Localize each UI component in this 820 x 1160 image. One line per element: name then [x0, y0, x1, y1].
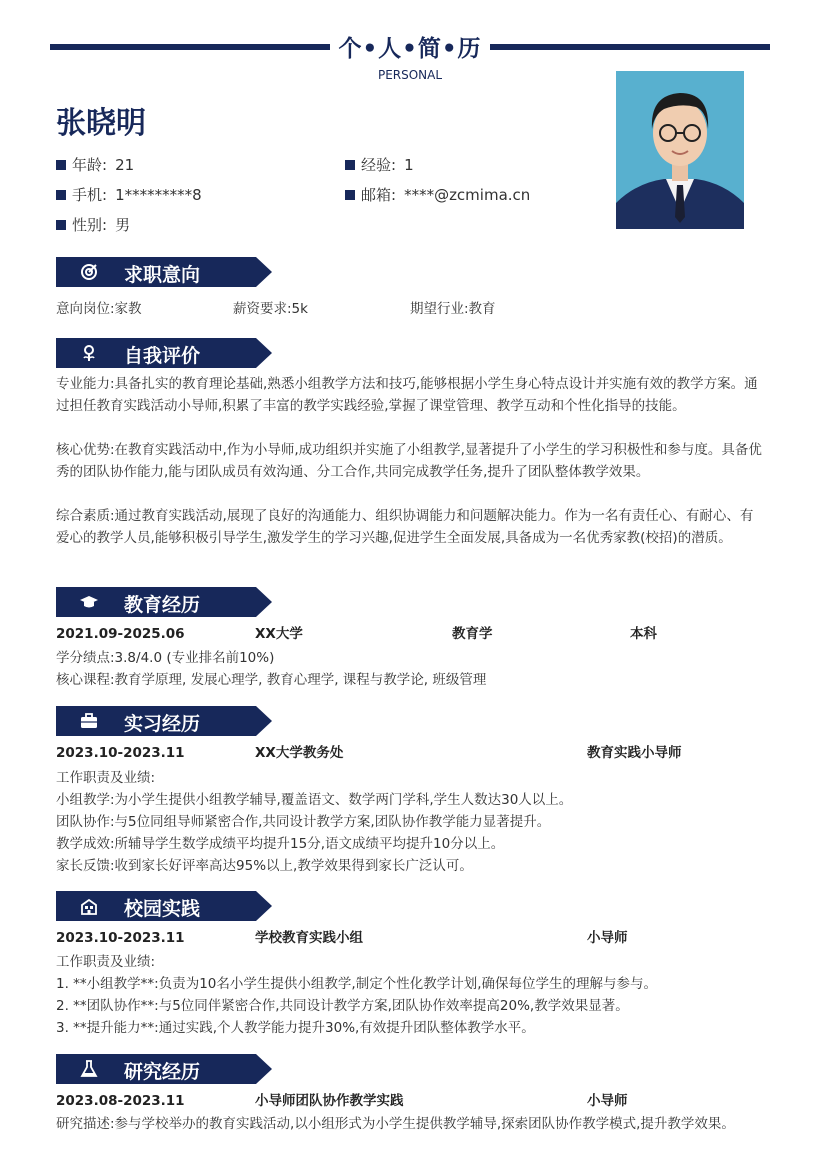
info-phone — [56, 184, 202, 205]
intern-line: 团队协作:与5位同组导师紧密合作,共同设计教学方案,团队协作教学能力显著提升。 — [56, 814, 551, 830]
intent-salary: 薪资要求:5k — [233, 301, 308, 317]
campus-line: 1. **小组教学**:负责为10名小学生提供小组教学,制定个性化教学计划,确保每位学生的理解与参与。 — [56, 976, 657, 992]
bullet-square-icon — [345, 160, 355, 170]
gender-value: 男 — [115, 216, 131, 234]
phone-value: 1*********8 — [115, 185, 202, 204]
graduation-cap-icon — [80, 593, 98, 611]
profile-photo — [616, 71, 744, 229]
section-header-education — [56, 587, 272, 617]
edu-gpa: 学分绩点:3.8/4.0 (专业排名前10%) — [56, 650, 275, 666]
building-icon — [80, 897, 98, 915]
intern-role: 教育实践小导师 — [587, 745, 682, 761]
section-title: 研究经历 — [124, 1061, 201, 1083]
resume-subtitle: PERSONAL — [377, 68, 443, 82]
bullet-square-icon — [56, 160, 66, 170]
info-experience — [345, 154, 414, 175]
intent-position: 意向岗位:家教 — [56, 301, 142, 317]
edu-date: 2021.09-2025.06 — [56, 626, 185, 642]
section-title: 自我评价 — [124, 345, 201, 367]
campus-date: 2023.10-2023.11 — [56, 930, 185, 946]
self-eval-overall: 综合素质:通过教育实践活动,展现了良好的沟通能力、组织协调能力和问题解决能力。作为一名有责任心、有耐心、有爱心的教学人员,能够积极引导学生,激发学生的学习兴趣,促进学生全面发展,具备成为一名优秀家教(校招)的潜质。 — [56, 508, 754, 546]
email-label: 邮箱: — [361, 186, 397, 204]
intern-line: 工作职责及业绩: — [56, 770, 156, 786]
research-date: 2023.08-2023.11 — [56, 1093, 185, 1109]
section-title: 求职意向 — [124, 264, 201, 286]
target-icon — [80, 263, 98, 281]
info-email — [345, 184, 530, 205]
exp-label: 经验: — [361, 156, 397, 174]
intern-line: 小组教学:为小学生提供小组教学辅导,覆盖语文、数学两门学科,学生人数达30人以上。 — [56, 792, 573, 808]
section-header-campus — [56, 891, 272, 921]
phone-label: 手机: — [72, 186, 108, 204]
edu-school: XX大学 — [255, 626, 303, 642]
resume-title: 个•人•简•历 — [338, 36, 482, 62]
briefcase-icon — [80, 712, 98, 730]
flower-icon — [80, 344, 98, 362]
intern-line: 家长反馈:收到家长好评率高达95%以上,教学效果得到家长广泛认可。 — [56, 858, 473, 874]
edu-major: 教育学 — [452, 626, 493, 642]
self-eval-professional: 专业能力:具备扎实的教育理论基础,熟悉小组教学方法和技巧,能够根据小学生身心特点设计并实施有效的教学方案。通过担任教育实践活动小导师,积累了丰富的教学实践经验,掌握了课堂管理、教学互动和个性化指导的技能。 — [56, 376, 758, 414]
flask-icon — [80, 1060, 98, 1078]
bullet-square-icon — [345, 190, 355, 200]
research-org: 小导师团队协作教学实践 — [255, 1093, 404, 1109]
section-title: 实习经历 — [124, 713, 201, 735]
research-role: 小导师 — [587, 1093, 628, 1109]
self-eval-core: 核心优势:在教育实践活动中,作为小导师,成功组织并实施了小组教学,显著提升了小学生的学习积极性和参与度。具备优秀的团队协作能力,能与团队成员有效沟通、分工合作,共同完成教学任务,提升了团队整体教学效果。 — [56, 442, 762, 480]
campus-org: 学校教育实践小组 — [255, 930, 363, 946]
section-title: 校园实践 — [124, 898, 201, 920]
bullet-square-icon — [56, 190, 66, 200]
info-gender — [56, 214, 130, 235]
campus-role: 小导师 — [587, 930, 628, 946]
header-rule-right — [490, 44, 770, 50]
campus-line: 工作职责及业绩: — [56, 954, 156, 970]
campus-line: 3. **提升能力**:通过实践,个人教学能力提升30%,有效提升团队整体教学水平。 — [56, 1020, 535, 1036]
edu-courses: 核心课程:教育学原理, 发展心理学, 教育心理学, 课程与教学论, 班级管理 — [56, 672, 487, 688]
email-value: ****@zcmima.cn — [404, 185, 531, 204]
exp-value: 1 — [404, 155, 414, 174]
info-age — [56, 154, 134, 175]
edu-degree: 本科 — [630, 626, 657, 642]
gender-label: 性别: — [72, 216, 108, 234]
intern-line: 教学成效:所辅导学生数学成绩平均提升15分,语文成绩平均提升10分以上。 — [56, 836, 505, 852]
age-value: 21 — [115, 155, 135, 174]
candidate-name: 张晓明 — [56, 106, 146, 141]
intern-org: XX大学教务处 — [255, 745, 344, 761]
research-description: 研究描述:参与学校举办的教育实践活动,以小组形式为小学生提供教学辅导,探索团队协作教学模式,提升教学效果。 — [56, 1116, 735, 1132]
age-label: 年龄: — [72, 156, 108, 174]
section-header-internship — [56, 706, 272, 736]
intent-industry: 期望行业:教育 — [410, 301, 496, 317]
section-header-self — [56, 338, 272, 368]
section-title: 教育经历 — [124, 594, 201, 616]
campus-line: 2. **团队协作**:与5位同伴紧密合作,共同设计教学方案,团队协作效率提高20%,教学效果显著。 — [56, 998, 629, 1014]
header-rule-left — [50, 44, 330, 50]
section-header-intent — [56, 257, 272, 287]
intern-date: 2023.10-2023.11 — [56, 745, 185, 761]
bullet-square-icon — [56, 220, 66, 230]
section-header-research — [56, 1054, 272, 1084]
